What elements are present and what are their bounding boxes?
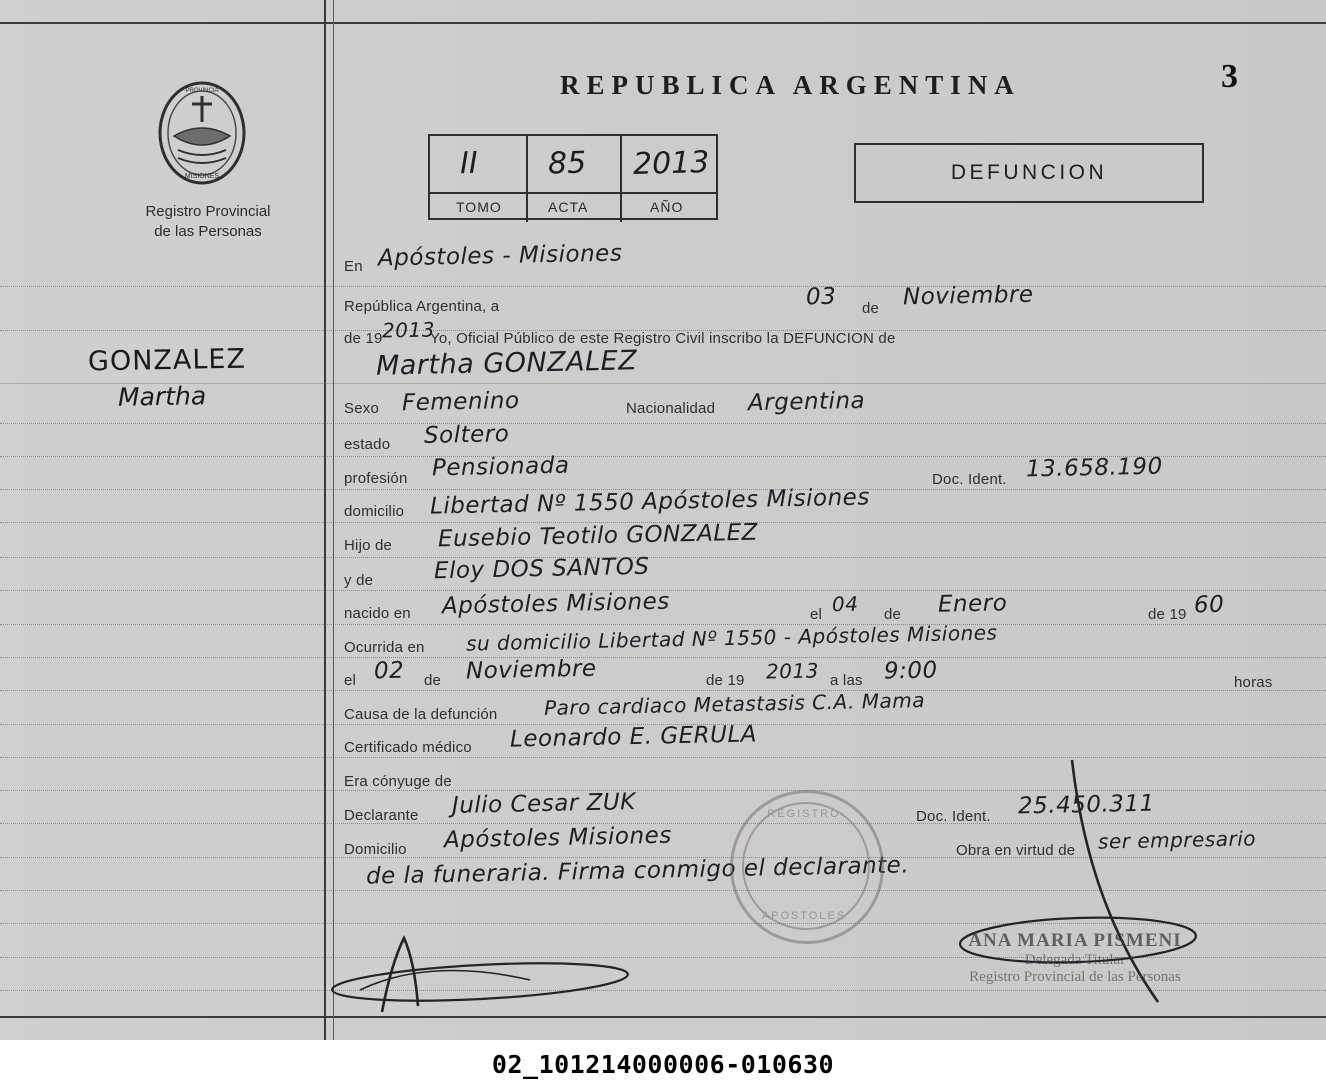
label-y-de: y de: [344, 572, 374, 589]
rule-line: [0, 286, 1326, 288]
value-nacionalidad: Argentina: [747, 387, 866, 417]
value-father: Eusebio Teotilo GONZALEZ: [437, 519, 759, 553]
value-doc-ident: 13.658.190: [1025, 453, 1163, 483]
registry-name-line2: de las Personas: [154, 223, 262, 240]
delegate-role: Delegada Titular: [1024, 952, 1126, 968]
label-en: En: [344, 258, 363, 275]
label-estado: estado: [344, 436, 391, 453]
book-entry-box: [428, 134, 718, 220]
label-el-death: el: [344, 672, 357, 689]
value-place-registered: Apóstoles - Misiones: [377, 240, 623, 272]
rule-line: [0, 657, 1326, 659]
rule-line: [0, 690, 1326, 692]
value-birth-month: Enero: [937, 590, 1008, 618]
value-death-year: 2013: [765, 658, 820, 684]
value-profesion: Pensionada: [431, 452, 570, 482]
registry-name: [108, 202, 308, 242]
value-death-month: Noviembre: [465, 655, 597, 685]
acta-label: ACTA: [548, 199, 589, 215]
label-ocurrida-en: Ocurrida en: [344, 639, 425, 656]
value-estado: Soltero: [423, 421, 510, 449]
label-de-day: de: [862, 300, 880, 317]
registry-name-line1: Registro Provincial: [145, 203, 271, 220]
delegate-name: ANA MARIA PISMENI: [968, 930, 1182, 951]
value-declarante: Julio Cesar ZUK: [451, 789, 637, 819]
value-certificado: Leonardo E. GERULA: [509, 721, 758, 753]
label-doc-ident: Doc. Ident.: [932, 471, 1007, 488]
provincial-crest-icon: [152, 78, 252, 188]
label-de-19: de 19: [344, 330, 383, 347]
official-round-stamp: [730, 760, 880, 970]
label-horas: horas: [1234, 674, 1273, 691]
record-type-box: [854, 143, 1204, 203]
label-nacido-en: nacido en: [344, 605, 411, 622]
delegate-office: Registro Provincial de las Personas: [969, 969, 1181, 985]
tomo-value: II: [459, 145, 479, 182]
label-el-birth: el: [810, 606, 823, 623]
svg-text:MISIONES: MISIONES: [184, 173, 220, 180]
value-death-time: 9:00: [883, 657, 938, 685]
record-type-label: DEFUNCION: [950, 161, 1108, 184]
value-causa: Paro cardiaco Metastasis C.A. Mama: [543, 688, 926, 720]
label-hijo-de: Hijo de: [344, 537, 393, 554]
value-birth-year: 60: [1193, 591, 1225, 619]
label-de-birth: de: [884, 606, 902, 623]
image-caption-bar: [0, 1040, 1326, 1088]
label-de19-death: de 19: [706, 672, 745, 689]
label-declarante-doc: Doc. Ident.: [916, 808, 991, 825]
tomo-label: TOMO: [456, 199, 502, 215]
page-number: 3: [1221, 58, 1238, 95]
label-declarante: Declarante: [344, 807, 419, 824]
acta-value: 85: [547, 145, 587, 182]
stamp-top-text: REGISTRO: [767, 808, 841, 820]
label-nacionalidad: Nacionalidad: [626, 400, 716, 417]
image-caption-text: 02_101214000006-010630: [491, 1049, 835, 1079]
value-month: Noviembre: [902, 281, 1034, 311]
label-a-las: a las: [830, 672, 863, 689]
stamp-bottom-text: APOSTOLES: [761, 910, 847, 922]
rule-line: [0, 624, 1326, 626]
label-domicilio: domicilio: [344, 503, 405, 520]
declarant-signature: [320, 930, 660, 1020]
label-sexo: Sexo: [344, 400, 379, 417]
label-de-death: de: [424, 672, 442, 689]
value-obra-en-virtud: ser empresario: [1097, 826, 1257, 854]
label-republica: República Argentina, a: [344, 298, 500, 315]
value-declarante-domicilio: Apóstoles Misiones: [443, 822, 672, 854]
stub-surname: GONZALEZ: [87, 343, 247, 378]
rule-line: [0, 423, 1326, 425]
svg-text:PROVINCIA: PROVINCIA: [185, 88, 219, 94]
label-inscribo: Yo, Oficial Público de este Registro Civil inscribo la DEFUNCION de: [430, 330, 896, 347]
page-title: REPUBLICA ARGENTINA: [560, 70, 1021, 100]
value-deceased-name: Martha GONZALEZ: [375, 345, 638, 382]
top-border-rule: [0, 22, 1326, 24]
label-causa: Causa de la defunción: [344, 706, 498, 723]
value-death-day: 02: [373, 657, 405, 685]
label-certificado: Certificado médico: [344, 739, 472, 756]
label-profesion: profesión: [344, 470, 408, 487]
value-day: 03: [805, 283, 837, 311]
value-year: 2013: [381, 317, 436, 343]
value-domicilio: Libertad Nº 1550 Apóstoles Misiones: [429, 484, 871, 520]
stub-divider-rule: [324, 0, 326, 1040]
label-de19-birth: de 19: [1148, 606, 1187, 623]
stub-given-name: Martha: [117, 381, 207, 412]
rule-line: [0, 557, 1326, 559]
label-conyuge: Era cónyuge de: [344, 773, 452, 790]
value-birthplace: Apóstoles Misiones: [441, 588, 670, 620]
ano-label: AÑO: [650, 199, 684, 215]
value-death-place: su domicilio Libertad Nº 1550 - Apóstoles Misiones: [465, 620, 998, 656]
label-obra-en-virtud: Obra en virtud de: [956, 842, 1076, 859]
label-declarante-domicilio: Domicilio: [344, 841, 407, 858]
value-birth-day: 04: [831, 591, 859, 617]
stub-divider-rule-thin: [333, 0, 334, 1040]
value-mother: Eloy DOS SANTOS: [433, 553, 650, 585]
value-declarante-doc: 25.450.311: [1017, 790, 1155, 820]
delegate-block: [940, 930, 1210, 986]
value-obra-line2: de la funeraria. Firma conmigo el declarante.: [365, 852, 910, 890]
ano-value: 2013: [632, 145, 710, 182]
value-sexo: Femenino: [401, 387, 520, 417]
